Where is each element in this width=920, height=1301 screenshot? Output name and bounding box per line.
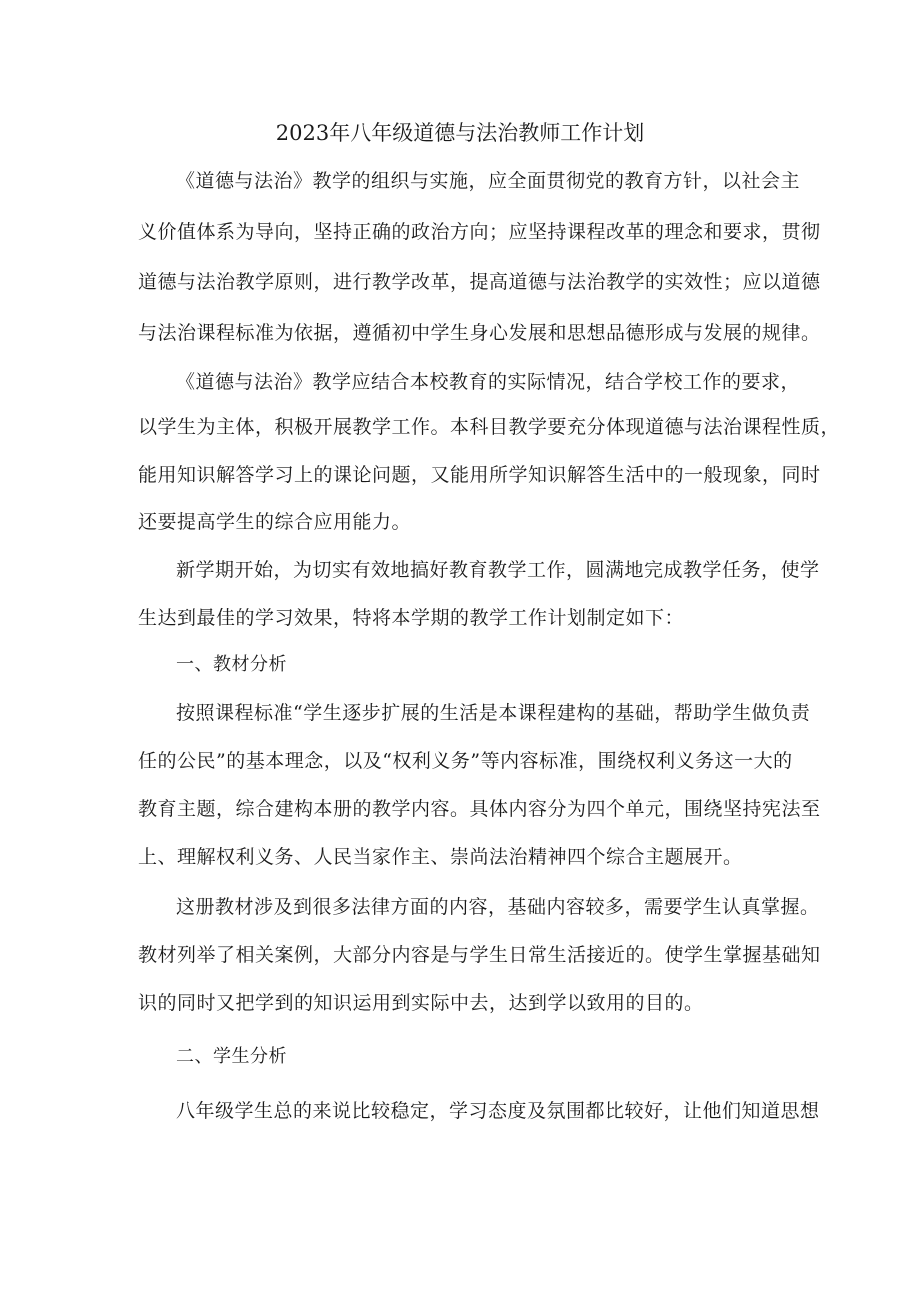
- paragraph-2-line-3: 能用知识解答学习上的课论问题，又能用所学知识解答生活中的一般现象，同时: [138, 464, 821, 486]
- section-1-paragraph-2-line-2: 教材列举了相关案例，大部分内容是与学生日常生活接近的。使学生掌握基础知: [138, 944, 821, 966]
- section-2-paragraph-1-line-1: 八年级学生总的来说比较稳定，学习态度及氛围都比较好，让他们知道思想: [176, 1100, 820, 1122]
- paragraph-1-line-1: 《道德与法治》教学的组织与实施，应全面贯彻党的教育方针，以社会主: [176, 170, 801, 192]
- section-2-heading: 二、学生分析: [176, 1046, 287, 1067]
- section-1-paragraph-1-line-1: 按照课程标准“学生逐步扩展的生活是本课程建构的基础，帮助学生做负责: [176, 702, 811, 724]
- paragraph-1-line-2: 义价值体系为导向，坚持正确的政治方向；应坚持课程改革的理念和要求，贯彻: [138, 221, 821, 243]
- section-1-paragraph-1-line-2: 任的公民”的基本理念，以及“权利义务”等内容标准，围绕权利义务这一大的: [138, 750, 793, 772]
- paragraph-1-line-4: 与法治课程标准为依据，遵循初中学生身心发展和思想品德形成与发展的规律。: [138, 322, 821, 344]
- paragraph-3-line-1: 新学期开始，为切实有效地搞好教育教学工作，圆满地完成教学任务，使学: [176, 559, 820, 581]
- paragraph-1-line-3: 道德与法治教学原则，进行教学改革，提高道德与法治教学的实效性；应以道德: [138, 271, 821, 293]
- section-1-paragraph-1-line-3: 教育主题，综合建构本册的教学内容。具体内容分为四个单元，围绕坚持宪法至: [138, 798, 821, 820]
- paragraph-3-line-2: 生达到最佳的学习效果，特将本学期的教学工作计划制定如下：: [138, 607, 685, 629]
- section-1-paragraph-2-line-1: 这册教材涉及到很多法律方面的内容，基础内容较多，需要学生认真掌握。: [176, 896, 820, 918]
- paragraph-2-line-2: 以学生为主体，积极开展教学工作。本科目教学要充分体现道德与法治课程性质，: [138, 416, 841, 438]
- section-1-heading: 一、教材分析: [176, 654, 287, 675]
- paragraph-2-line-1: 《道德与法治》教学应结合本校教育的实际情况，结合学校工作的要求，: [176, 371, 801, 393]
- section-1-paragraph-2-line-3: 识的同时又把学到的知识运用到实际中去，达到学以致用的目的。: [138, 992, 704, 1014]
- paragraph-2-line-4: 还要提高学生的综合应用能力。: [138, 511, 412, 533]
- section-1-paragraph-1-line-4: 上、理解权利义务、人民当家作主、崇尚法治精神四个综合主题展开。: [138, 846, 743, 868]
- document-title: 2023年八年级道德与法治教师工作计划: [275, 121, 645, 145]
